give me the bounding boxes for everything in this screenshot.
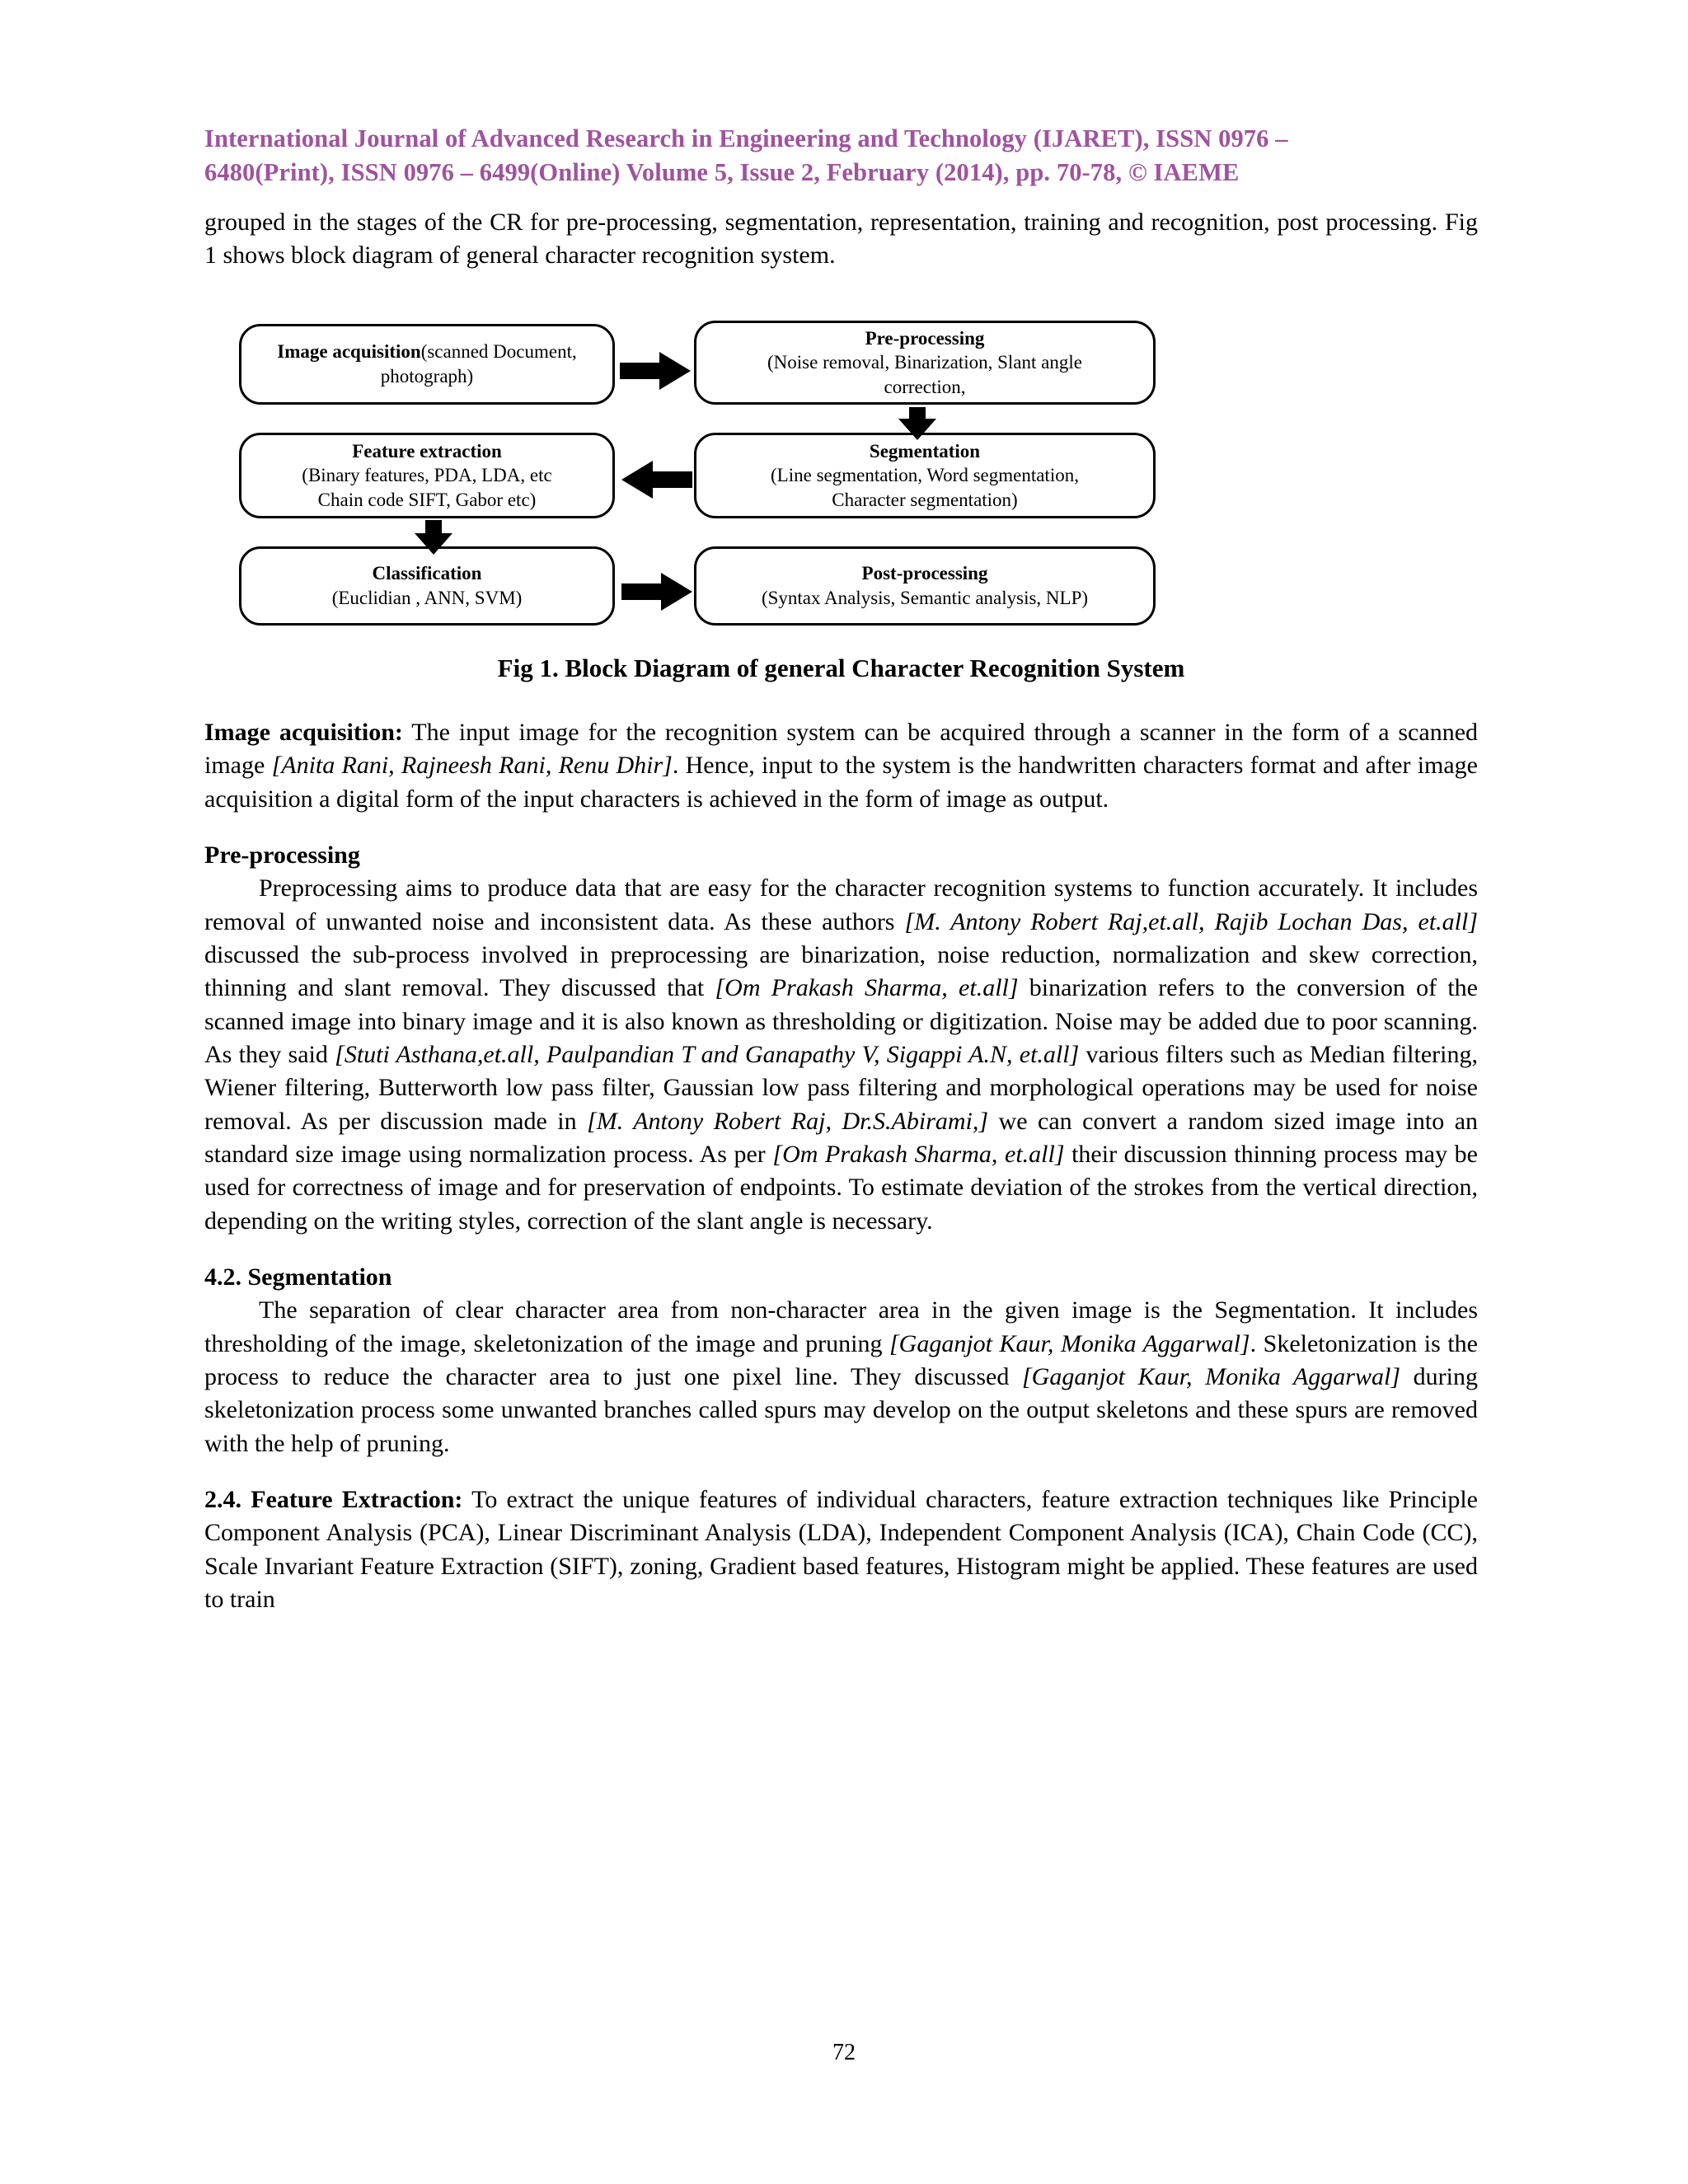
arrow-left-icon-segmentation-to-feature-extraction (621, 461, 692, 499)
section-segmentation (204, 1294, 1478, 1460)
journal-header (204, 122, 1478, 189)
text-pre-processing-part-6: their discussion thinning process may be used for correctness of image and for preservation of endpoints. To estimate deviation of the strokes from the vertical direction, depending on the writing styles, correction of the slant angle is necessary. (204, 1140, 1478, 1235)
page-number: 72 (832, 2040, 856, 2065)
box-title-pre-processing: Pre-processing (865, 327, 985, 349)
section-image-acquisition (204, 716, 1478, 816)
section-feature-extraction (204, 1483, 1478, 1616)
text-pre-processing-part-5: we can convert a random sized image into an standard size image using normalization process. As per (204, 1107, 1479, 1168)
diagram-box-feature-extraction (239, 433, 615, 518)
box-sub-pre-processing-line-2: correction, (884, 376, 966, 397)
text-segmentation-part-3: during skeletonization process some unwanted branches called spurs may develop on the output skeletons and these spurs are removed with the help of pruning. (204, 1363, 1478, 1457)
diagram-box-pre-processing (694, 321, 1156, 405)
text-pre-processing-part-2: discussed the sub-process involved in preprocessing are binarization, noise reduction, normalization and skew correction, thinning and slant removal. They discussed that (204, 940, 1478, 1002)
text-image-acquisition-part-1: The input image for the recognition system can be acquired through a scanner in the form of a scanned image (204, 718, 1479, 780)
arrow-right-icon-acquisition-to-preprocessing (620, 352, 691, 390)
arrow-right-icon-classification-to-postprocessing (621, 573, 692, 611)
citation-gaganjot-kaur-1: [Gaganjot Kaur, Monika Aggarwal] (889, 1329, 1250, 1357)
text-feature-extraction-part-1: To extract the unique features of individual characters, feature extraction techniques like Principle Component Analysis (PCA), Linear Discriminant Analysis (LDA), Independent Component Analysis (ICA), Chain Code (CC), Scale Invariant Feature Extraction (SIFT), zoning, Gradient based features, Histogram might be applied. These features are used to train (204, 1486, 1478, 1614)
box-sub-feature-extraction-line-2: Chain code SIFT, Gabor etc) (317, 489, 537, 510)
heading-segmentation: 4.2. Segmentation (204, 1263, 392, 1291)
citation-gaganjot-kaur-2: [Gaganjot Kaur, Monika Aggarwal] (1022, 1363, 1400, 1390)
citation-om-prakash-sharma-2: [Om Prakash Sharma, et.all] (772, 1140, 1065, 1168)
box-title-feature-extraction: Feature extraction (352, 440, 502, 462)
text-pre-processing-part-1: Preprocessing aims to produce data that are easy for the character recognition systems to function accurately. It includes removal of unwanted noise and inconsistent data. As these authors (204, 874, 1478, 935)
text-pre-processing-part-3: binarization refers to the conversion of the scanned image into binary image and it is also known as thresholding or digitization. Noise may be added due to poor scanning. As they said (204, 974, 1478, 1068)
diagram-box-segmentation (694, 433, 1156, 518)
page-content (204, 0, 1478, 1616)
diagram-box-classification (239, 546, 615, 626)
citation-stuti-asthana: [Stuti Asthana,et.all, Paulpandian T and Ganapathy V, Sigappi A.N, et.all] (335, 1040, 1080, 1068)
box-title-classification: Classification (372, 563, 482, 584)
box-sub-pre-processing-line-1: (Noise removal, Binarization, Slant angle (767, 352, 1082, 373)
journal-header-line-1: International Journal of Advanced Research in Engineering and Technology (IJARET), ISSN 0976 – (204, 124, 1288, 152)
heading-feature-extraction: 2.4. Feature Extraction: (204, 1486, 463, 1514)
diagram-box-post-processing (694, 546, 1156, 626)
box-title-post-processing: Post-processing (861, 563, 988, 584)
intro-paragraph: grouped in the stages of the CR for pre-processing, segmentation, representation, training and recognition, post processing. Fig 1 shows block diagram of general character recognition system. (204, 209, 1478, 269)
journal-header-line-2: 6480(Print), ISSN 0976 – 6499(Online) Volume 5, Issue 2, February (2014), pp. 70-78, © IAEME (204, 157, 1240, 186)
box-sub-segmentation-line-2: Character segmentation) (832, 489, 1018, 510)
text-segmentation-part-1: The separation of clear character area from non-character area in the given image is the Segmentation. It includes thresholding of the image, skeletonization of the image and pruning (204, 1296, 1478, 1357)
heading-image-acquisition: Image acquisition: (204, 718, 403, 746)
heading-pre-processing: Pre-processing (204, 841, 360, 869)
diagram-box-image-acquisition (239, 324, 615, 405)
citation-antony-robert-raj-rajib: [M. Antony Robert Raj,et.all, Rajib Lochan Das, et.all] (904, 907, 1478, 935)
text-segmentation-part-2: . Skeletonization is the process to reduce the character area to just one pixel line. They discussed (204, 1329, 1479, 1390)
text-pre-processing-part-4: various filters such as Median filtering, Wiener filtering, Butterworth low pass filter, Gaussian low pass filtering and morphological operations may be used for noise removal. As per discussion made in (204, 1040, 1478, 1135)
figure-1-caption: Fig 1. Block Diagram of general Character Recognition System (497, 653, 1185, 682)
citation-anita-rani: [Anita Rani, Rajneesh Rani, Renu Dhir] (271, 752, 673, 780)
citation-antony-robert-raj-abirami: [M. Antony Robert Raj, Dr.S.Abirami,] (587, 1107, 989, 1135)
box-sub-segmentation-line-1: (Line segmentation, Word segmentation, (771, 465, 1079, 486)
text-image-acquisition-part-2: . Hence, input to the system is the handwritten characters format and after image acquisition a digital form of the input characters is achieved in the form of image as output. (204, 752, 1478, 813)
box-sub-image-acquisition: photograph) (380, 366, 474, 387)
figure-1-block-diagram (204, 311, 1478, 640)
arrow-down-icon-feature-extraction-to-classification (415, 520, 452, 555)
citation-om-prakash-sharma-1: [Om Prakash Sharma, et.all] (715, 974, 1019, 1002)
box-title-image-acquisition: Image acquisition (277, 341, 421, 363)
box-sub-feature-extraction-line-1: (Binary features, PDA, LDA, etc (302, 465, 552, 486)
box-title-tail-image-acquisition: (scanned Document, (420, 341, 577, 363)
box-title-segmentation: Segmentation (869, 440, 981, 462)
box-sub-post-processing-line-1: (Syntax Analysis, Semantic analysis, NLP) (761, 587, 1089, 608)
box-sub-classification-line-1: (Euclidian , ANN, SVM) (331, 587, 523, 608)
arrow-down-icon-preprocessing-to-segmentation (898, 407, 936, 440)
section-pre-processing (204, 872, 1478, 1238)
